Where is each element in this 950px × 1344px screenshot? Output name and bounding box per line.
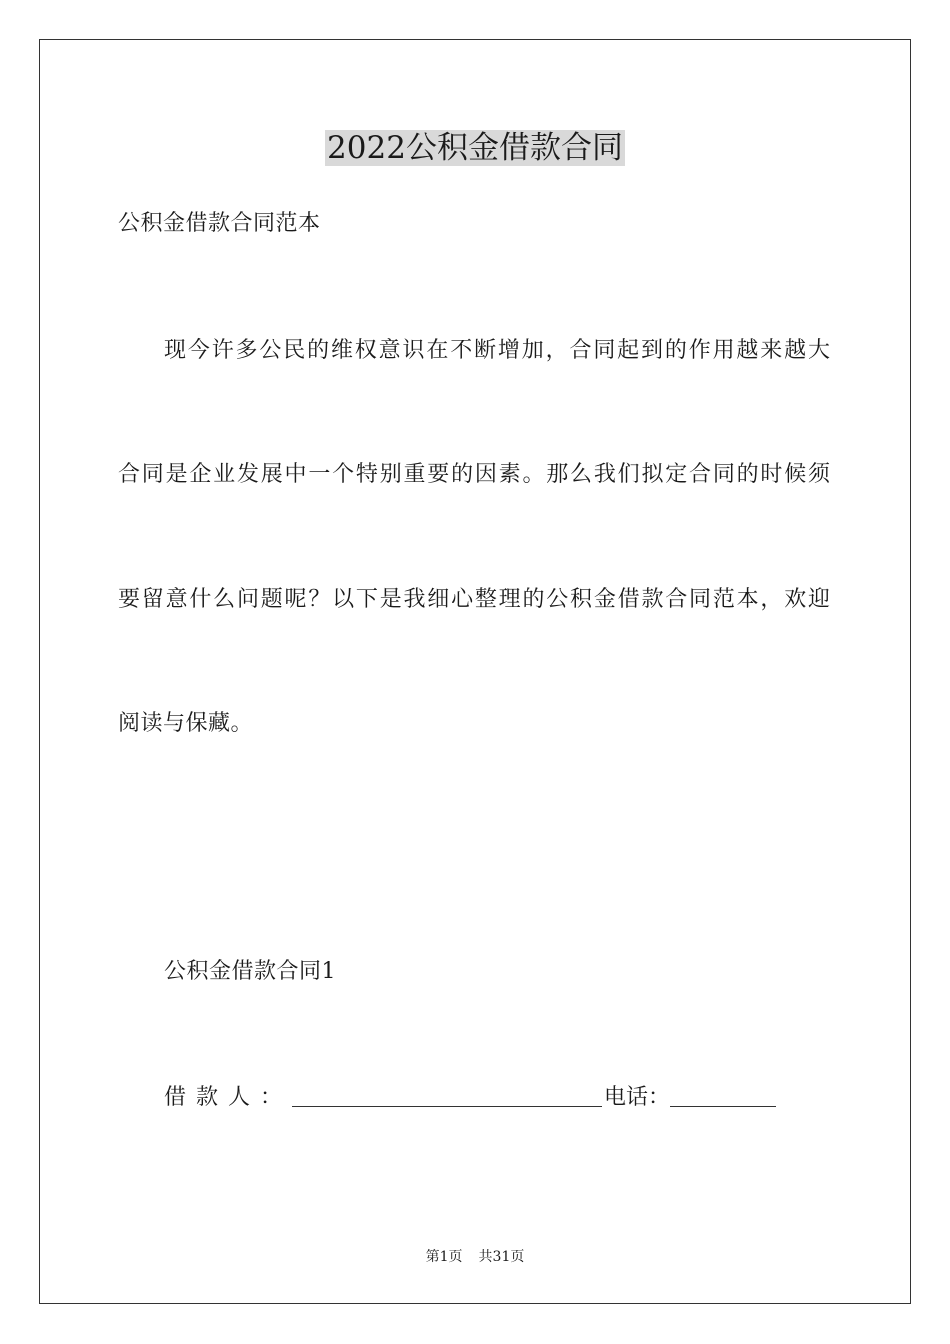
page-footer	[0, 1247, 950, 1267]
document-title-text: 2022公积金借款合同	[327, 130, 623, 166]
page-number: 第1页	[425, 1249, 463, 1265]
intro-line-2: 合同是企业发展中一个特别重要的因素。那么我们拟定合同的时候须	[118, 462, 830, 487]
phone-blank	[670, 1082, 776, 1107]
intro-line-3: 要留意什么问题呢？以下是我细心整理的公积金借款合同范本，欢迎	[118, 587, 830, 612]
intro-line-1: 现今许多公民的维权意识在不断增加，合同起到的作用越来越大	[164, 338, 830, 363]
page-total: 共31页	[478, 1249, 525, 1265]
borrower-label: 借款人：	[164, 1085, 293, 1110]
phone-label: 电话：	[604, 1085, 671, 1110]
borrower-name-blank	[292, 1082, 602, 1107]
intro-line-4: 阅读与保藏。	[118, 711, 254, 736]
document-title	[0, 126, 950, 170]
borrower-row	[164, 1081, 776, 1113]
section-heading: 公积金借款合同1	[164, 959, 336, 984]
document-subtitle: 公积金借款合同范本	[118, 211, 321, 236]
